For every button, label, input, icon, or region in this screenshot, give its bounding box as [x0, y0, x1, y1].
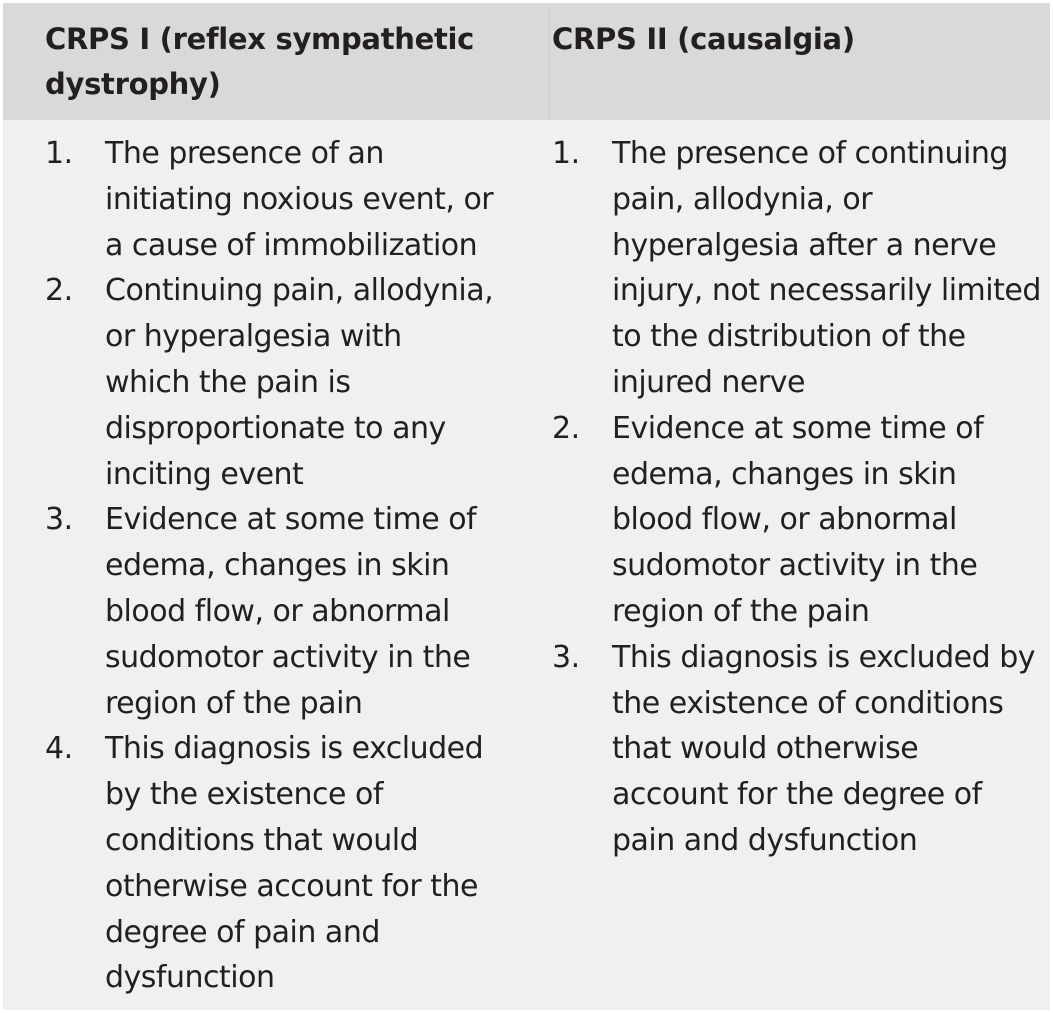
- column-header-line: CRPS I (reflex sympathetic: [45, 22, 475, 56]
- criterion-text-line: conditions that would: [105, 822, 419, 858]
- criterion-item: [552, 131, 1052, 406]
- criterion-text-line: sudomotor activity in the: [105, 639, 471, 675]
- criterion-number: 4.: [45, 731, 73, 767]
- criterion-text-line: pain and dysfunction: [612, 822, 918, 858]
- criterion-text-line: initiating noxious event, or: [105, 181, 494, 217]
- criterion-text-line: inciting event: [105, 456, 304, 492]
- criterion-text-line: Evidence at some time of: [105, 502, 477, 538]
- criterion-text: [105, 131, 530, 268]
- criterion-text-line: region of the pain: [612, 593, 870, 629]
- criterion-text-line: Evidence at some time of: [612, 410, 984, 446]
- criterion-text-line: The presence of an: [105, 136, 384, 171]
- criterion-text-line: disproportionate to any: [105, 410, 446, 446]
- column-header-crps-1: [45, 17, 525, 107]
- criterion-text-line: to the distribution of the: [612, 319, 966, 355]
- criterion-item: [45, 131, 530, 268]
- criterion-text-line: blood flow, or abnormal: [612, 502, 957, 538]
- criterion-text-line: otherwise account for the: [105, 868, 478, 904]
- criterion-text-line: The presence of continuing: [612, 136, 1008, 171]
- crps-2-criteria-list: [552, 131, 1052, 864]
- criterion-text-line: account for the degree of: [612, 777, 982, 813]
- crps-1-criteria-list: [45, 131, 530, 1001]
- criterion-text-line: or hyperalgesia with: [105, 319, 402, 355]
- criterion-text-line: injury, not necessarily limited: [612, 273, 1041, 309]
- criterion-text-line: the existence of conditions: [612, 685, 1004, 721]
- criterion-text: [105, 497, 530, 726]
- criterion-text-line: sudomotor activity in the: [612, 548, 978, 584]
- criterion-text-line: dysfunction: [105, 960, 275, 996]
- criterion-item: [552, 406, 1052, 635]
- criterion-text-line: blood flow, or abnormal: [105, 593, 450, 629]
- criterion-item: [45, 497, 530, 726]
- criterion-number: 1.: [552, 136, 580, 171]
- criterion-text-line: which the pain is: [105, 364, 351, 400]
- column-header-crps-2: [552, 17, 1032, 62]
- criterion-item: [45, 726, 530, 1001]
- criterion-text: [612, 635, 1052, 864]
- criterion-text-line: edema, changes in skin: [105, 548, 450, 584]
- criterion-number: 2.: [45, 273, 73, 309]
- criterion-text-line: a cause of immobilization: [105, 227, 478, 263]
- column-header-line: dystrophy): [45, 67, 221, 101]
- criterion-text-line: by the existence of: [105, 777, 383, 813]
- criterion-text-line: hyperalgesia after a nerve: [612, 227, 997, 263]
- criterion-item: [45, 268, 530, 497]
- criterion-number: 3.: [552, 639, 580, 675]
- column-header-line: CRPS II (causalgia): [552, 22, 855, 56]
- criterion-text-line: region of the pain: [105, 685, 363, 721]
- header-column-divider: [549, 3, 550, 120]
- criterion-text-line: This diagnosis is excluded by: [612, 639, 1036, 675]
- criterion-text-line: degree of pain and: [105, 914, 380, 950]
- criterion-text: [612, 406, 1052, 635]
- criterion-text-line: This diagnosis is excluded: [105, 731, 484, 767]
- criterion-text: [105, 268, 530, 497]
- criterion-number: 2.: [552, 410, 580, 446]
- criterion-number: 3.: [45, 502, 73, 538]
- criterion-text: [105, 726, 530, 1001]
- criterion-number: 1.: [45, 136, 73, 171]
- criterion-text-line: pain, allodynia, or: [612, 181, 873, 217]
- criterion-item: [552, 635, 1052, 864]
- criterion-text-line: edema, changes in skin: [612, 456, 957, 492]
- criterion-text-line: that would otherwise: [612, 731, 919, 767]
- criterion-text-line: injured nerve: [612, 364, 805, 400]
- criterion-text-line: Continuing pain, allodynia,: [105, 273, 494, 309]
- criterion-text: [612, 131, 1052, 406]
